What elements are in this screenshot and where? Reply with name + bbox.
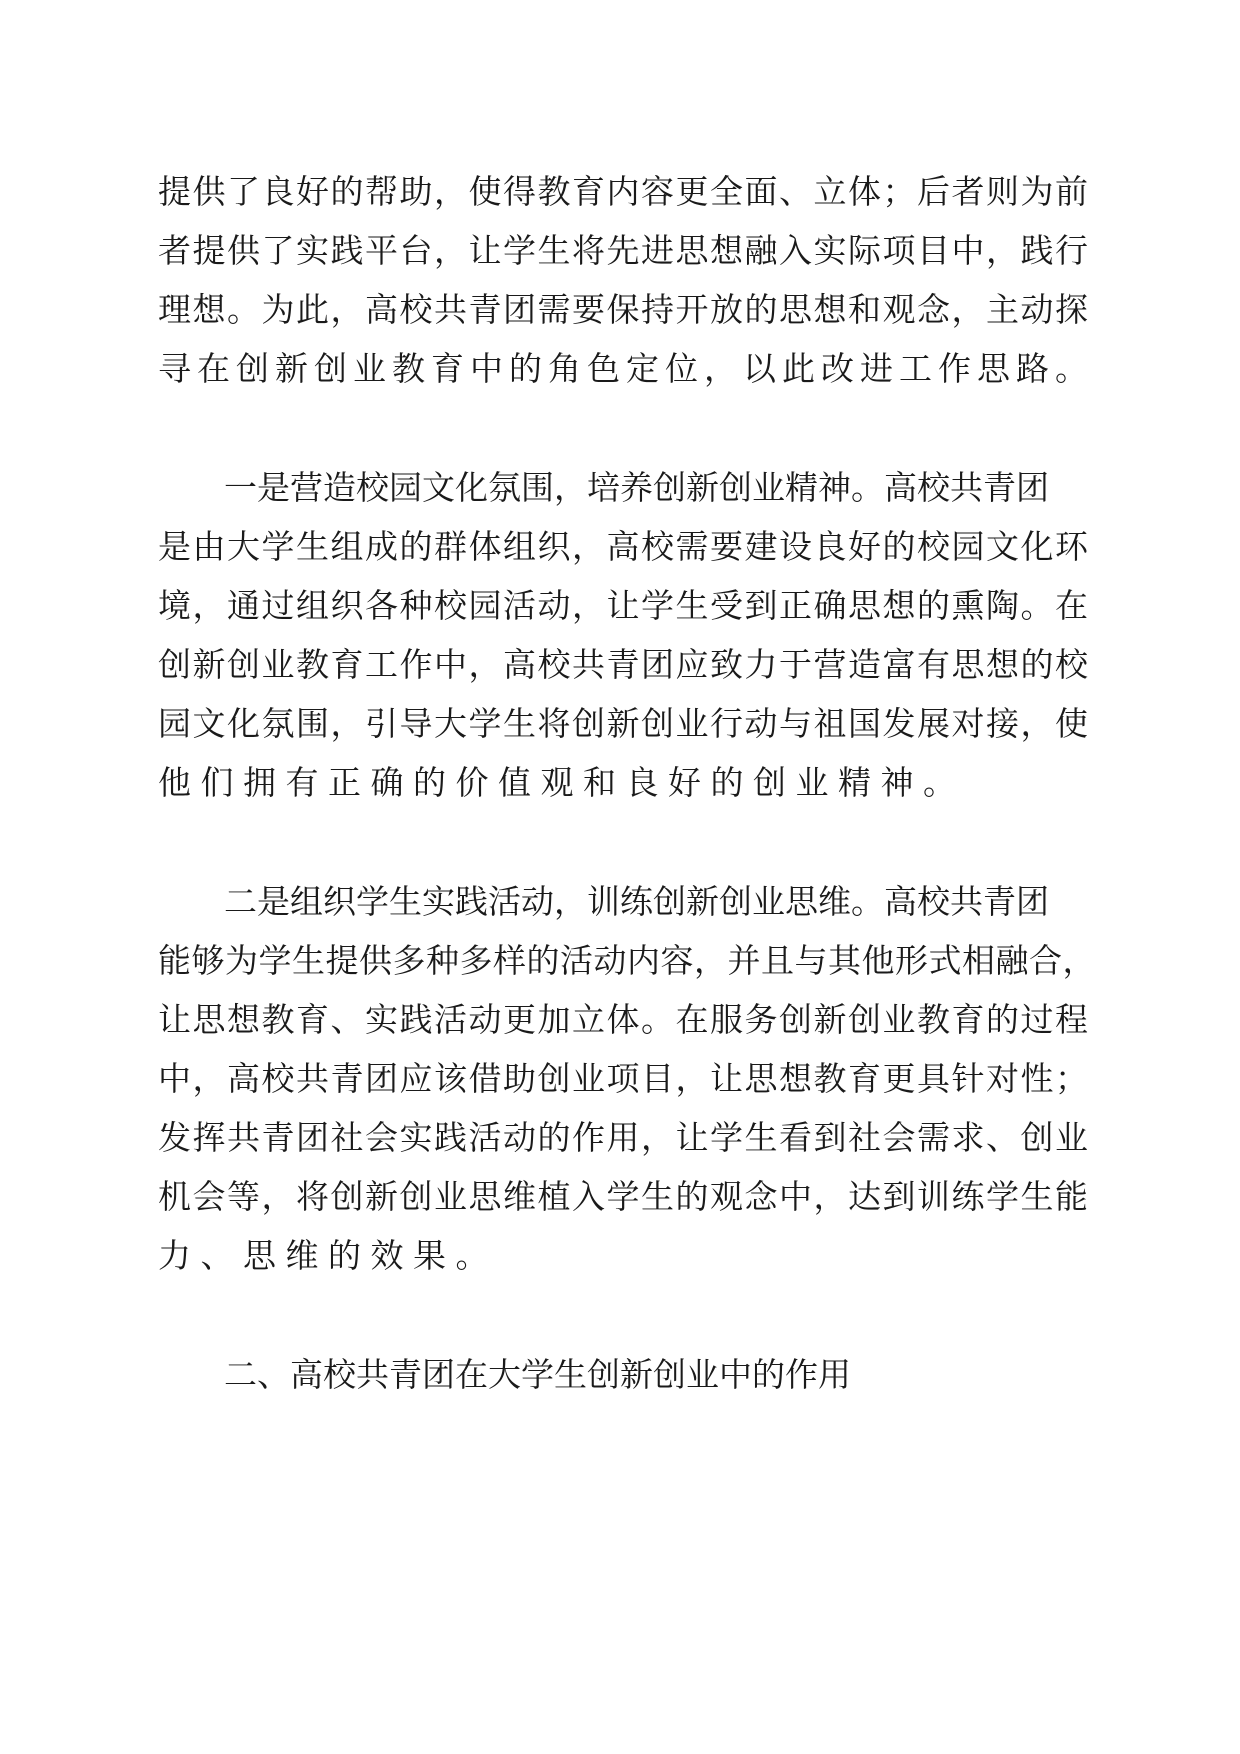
paragraph-line: 园文化氛围，引导大学生将创新创业行动与祖国发展对接，使 <box>158 704 1090 743</box>
paragraph-line: 他们拥有正确的价值观和良好的创业精神。 <box>158 763 966 802</box>
paragraph-line: 机会等，将创新创业思维植入学生的观念中，达到训练学生能 <box>158 1177 1090 1216</box>
paragraph-line: 力、思维的效果。 <box>158 1236 498 1275</box>
paragraph-line: 是由大学生组成的群体组织，高校需要建设良好的校园文化环 <box>158 527 1090 566</box>
section-heading: 二、高校共青团在大学生创新创业中的作用 <box>224 1355 851 1394</box>
paragraph-line: 发挥共青团社会实践活动的作用，让学生看到社会需求、创业 <box>158 1118 1090 1157</box>
paragraph-line: 寻在创新创业教育中的角色定位，以此改进工作思路。 <box>158 349 1094 388</box>
paragraph-line: 中，高校共青团应该借助创业项目，让思想教育更具针对性； <box>158 1059 1090 1098</box>
paragraph-line: 者提供了实践平台，让学生将先进思想融入实际项目中，践行 <box>158 231 1090 270</box>
paragraph-line: 境，通过组织各种校园活动，让学生受到正确思想的熏陶。在 <box>158 586 1090 625</box>
paragraph-line: 能够为学生提供多种多样的活动内容，并且与其他形式相融合， <box>158 941 1096 980</box>
paragraph-line: 让思想教育、实践活动更加立体。在服务创新创业教育的过程 <box>158 1000 1090 1039</box>
paragraph-line: 理想。为此，高校共青团需要保持开放的思想和观念，主动探 <box>158 290 1090 329</box>
paragraph-line: 一是营造校园文化氛围，培养创新创业精神。高校共青团 <box>224 468 1049 507</box>
paragraph-line: 提供了良好的帮助，使得教育内容更全面、立体；后者则为前 <box>158 172 1090 211</box>
paragraph-line: 二是组织学生实践活动，训练创新创业思维。高校共青团 <box>224 882 1049 921</box>
paragraph-line: 创新创业教育工作中，高校共青团应致力于营造富有思想的校 <box>158 645 1090 684</box>
